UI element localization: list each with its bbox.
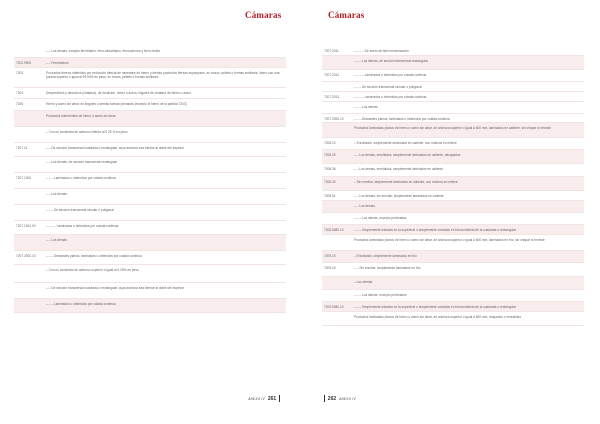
tariff-code [322, 56, 352, 69]
tariff-description: – – Los demás, excepto ferrotitanio, ferro-silicotitanio, ferrocarbono y ferro-niobio [46, 49, 161, 53]
tariff-description: – – Los demás, sin enrollar, simplemente laminados en caliente [354, 194, 444, 198]
tariff-description: – – – Los demás, excepto perforados [354, 293, 407, 297]
table-row [322, 191, 584, 201]
tariff-code: 7206 [16, 102, 24, 106]
table-row [322, 213, 584, 225]
tariff-code: 7208.10 [324, 141, 336, 145]
tariff-code: 7207.2000.10 [16, 254, 36, 258]
tariff-code [14, 111, 44, 126]
table-row [14, 189, 286, 205]
table-row [14, 88, 286, 99]
tariff-code [322, 201, 352, 212]
tariff-code: 7202.9900 [16, 61, 32, 65]
tariff-code: 7208.25 [324, 153, 336, 157]
table-row [322, 312, 584, 326]
tariff-code: 7207.2013 [324, 95, 340, 99]
table-row [14, 68, 286, 88]
footer-divider [324, 395, 325, 402]
tariff-code [322, 290, 352, 301]
tariff-description: – – – – Laminados u obtenidos por colada continua [354, 73, 427, 77]
tariff-code: 7209.16 [324, 266, 336, 270]
tariff-code [322, 312, 352, 325]
table-row [14, 173, 286, 189]
tariff-description: Productos laminados planos de hierro o acero sin alear, de anchura superior o igual a 600 mm, chapados o revestidos [354, 315, 521, 319]
table-row [322, 46, 584, 56]
tariff-code: 7207.2011 [324, 49, 339, 53]
table-row [322, 92, 584, 102]
table-row [14, 265, 286, 283]
tariff-description: – – – Simplemente tratados en la superficie o simplemente cortados en forma distinta de la cuadrada o rectangular [354, 305, 516, 309]
tariff-description: Productos laminados planos de hierro o acero sin alear, de anchura superior o igual a 600 mm, laminados en caliente, sin chapar ni revestir [354, 126, 552, 130]
tariff-code [14, 205, 44, 220]
tariff-code: 7207.2012 [324, 73, 340, 77]
table-row [14, 99, 286, 111]
table-row [322, 225, 584, 235]
tariff-description: – – Los demás [46, 192, 67, 196]
tariff-description: – – – – Laminados u obtenidos por colada continua [46, 224, 119, 228]
chamber-logo [328, 10, 364, 20]
table-row [14, 283, 286, 299]
table-row [322, 102, 584, 114]
table-row [322, 150, 584, 164]
tariff-description: – – – Los demás, excepto perforados [354, 216, 407, 220]
tariff-description: Hierro y acero sin alear, en lingotes o demás formas primarias (excepto el hierro de la partida 7203) [46, 102, 187, 106]
tariff-code: 7207.11 [16, 146, 28, 150]
table-row [322, 164, 584, 177]
table-row [14, 205, 286, 221]
table-row [14, 127, 286, 143]
tariff-description: – – Los demás, enrollados, simplemente laminados en caliente, decapados [354, 153, 461, 157]
logo-text: Cámaras [245, 10, 282, 20]
tariff-description: – Los demás [354, 280, 373, 284]
tariff-description: – – Los demás [354, 204, 375, 208]
table-row [14, 235, 286, 251]
tariff-description: Desperdicios y desechos (chatarra), de fundición, hierro o acero; lingotes de chatarra de hierro o acero [46, 91, 192, 95]
tariff-description: – Enrollados, simplemente laminados en caliente, con motivos en relieve [354, 141, 457, 145]
table-row [322, 201, 584, 213]
tariff-code: 7203 [16, 71, 24, 75]
table-row [322, 235, 584, 251]
table-row [14, 111, 286, 127]
chamber-logo [245, 10, 281, 20]
logo-text: Cámaras [328, 10, 365, 20]
tariff-description: – – – Simplemente tratados en la superficie o simplemente cortados en forma distinta de la cuadrada o rectangular [354, 228, 516, 232]
tariff-code: 7208.9080.10 [324, 228, 344, 232]
tariff-code [14, 235, 44, 250]
table-row [14, 46, 286, 58]
tariff-code: 7207.1200 [16, 176, 32, 180]
table-row [322, 70, 584, 82]
annex-label: ANEXO IV [248, 396, 265, 401]
tariff-description: – – – Los demás, de sección transversal rectangular [354, 59, 428, 63]
annex-label: ANEXO IV [339, 396, 356, 401]
tariff-description: – – Sin enrollar, simplemente laminados en frío [354, 266, 421, 270]
tariff-code [14, 299, 44, 312]
tariff-description: – – Los demás, de sección transversal rectangular [46, 160, 118, 164]
tariff-code [322, 82, 352, 91]
table-row [322, 56, 584, 70]
table-row [14, 221, 286, 235]
table-row [322, 302, 584, 312]
tariff-code [14, 265, 44, 282]
tariff-description: – – – Laminados u obtenidos por colada continua [46, 302, 116, 306]
table-row [14, 58, 286, 68]
tariff-code [322, 123, 352, 137]
tariff-description: – Enrollados, simplemente laminados en frío [354, 254, 417, 258]
tariff-code: 7204 [16, 91, 24, 95]
tariff-description: – – – Desbastes planos, laminados u obtenidos por colada continua [354, 117, 450, 121]
tariff-code: 7207.2090.10 [324, 117, 344, 121]
table-row [322, 82, 584, 92]
right-page [300, 0, 600, 424]
tariff-code: 7209.15 [324, 254, 336, 258]
footer-divider [279, 395, 280, 402]
page-footer-left [248, 395, 280, 402]
page-footer-right [324, 395, 356, 402]
tariff-description: – Sin enrollar, simplemente laminados en caliente, con motivos en relieve [354, 180, 458, 184]
tariff-description: Productos laminados planos de hierro o acero sin alear, de anchura superior o igual a 600 mm, laminados en frío, sin chapar ni revestir [354, 238, 545, 242]
table-row [322, 138, 584, 150]
tariff-description: – Con un contenido de carbono inferior al 0,25 % en peso [46, 130, 128, 134]
table-row [322, 251, 584, 263]
tariff-description: – – Los demás, enrollados, simplemente laminados en caliente [354, 167, 443, 171]
tariff-code [322, 213, 352, 224]
tariff-description: Productos intermedios de hierro o acero sin alear [46, 114, 116, 118]
table-row [14, 157, 286, 173]
table-row [14, 299, 286, 313]
tariff-description: – – De sección transversal cuadrada o rectangular, cuya anchura sea inferior al doble del espesor [46, 146, 185, 150]
table-row [322, 263, 584, 277]
tariff-description: – – De sección transversal cuadrada o rectangular, cuya anchura sea inferior al doble del espesor [46, 286, 185, 290]
tariff-code [14, 189, 44, 204]
tariff-description: Productos férreos obtenidos por reducción directa de minerales de hierro y demás productos férreos esponjosos, en trozos, pellets o formas similares; hierro con una pureza superior o igual al 99,94% en peso, en trozos, pellets o formas similares [46, 71, 280, 79]
tariff-code [322, 102, 352, 113]
tariff-code: 7209.9080.10 [324, 305, 344, 309]
table-row [322, 123, 584, 138]
table-row [322, 290, 584, 302]
tariff-description: – – – Desbastes planos, laminados u obtenidos por colada continua [46, 254, 142, 258]
tariff-code [14, 283, 44, 298]
table-row [14, 251, 286, 265]
table-row [322, 277, 584, 290]
page-number: 261 [267, 395, 277, 402]
tariff-description: – – Los demás [46, 238, 67, 242]
page-number: 262 [327, 395, 337, 402]
tariff-code [322, 235, 352, 250]
tariff-description: – – Ferrofósforo [46, 61, 69, 65]
tariff-description: – – – De sección transversal circular o poligonal [354, 85, 422, 89]
table-row [322, 114, 584, 123]
tariff-description: – – – De sección transversal circular o poligonal [46, 208, 114, 212]
tariff-code [14, 46, 44, 57]
tariff-code: 7208.36 [324, 167, 336, 171]
tariff-description: – – – – De acero de fácil mecanización [354, 49, 409, 53]
tariff-code: 7208.51 [324, 194, 336, 198]
table-row [322, 177, 584, 191]
tariff-description: – – – Laminados u obtenidos por colada continua [46, 176, 116, 180]
table-row [14, 143, 286, 157]
tariff-description: – – – – Laminados u obtenidos por colada continua [354, 95, 427, 99]
tariff-code [322, 277, 352, 289]
tariff-description: – Con un contenido de carbono superior o igual al 0,25% en peso [46, 268, 139, 272]
tariff-description: – – – Los demás [354, 105, 378, 109]
tariff-code: 7207.1912.00 [16, 224, 36, 228]
tariff-code: 7208.40 [324, 180, 336, 184]
tariff-code [14, 127, 44, 142]
tariff-table-right [322, 46, 584, 326]
tariff-table-left [14, 46, 286, 313]
tariff-code [14, 157, 44, 172]
